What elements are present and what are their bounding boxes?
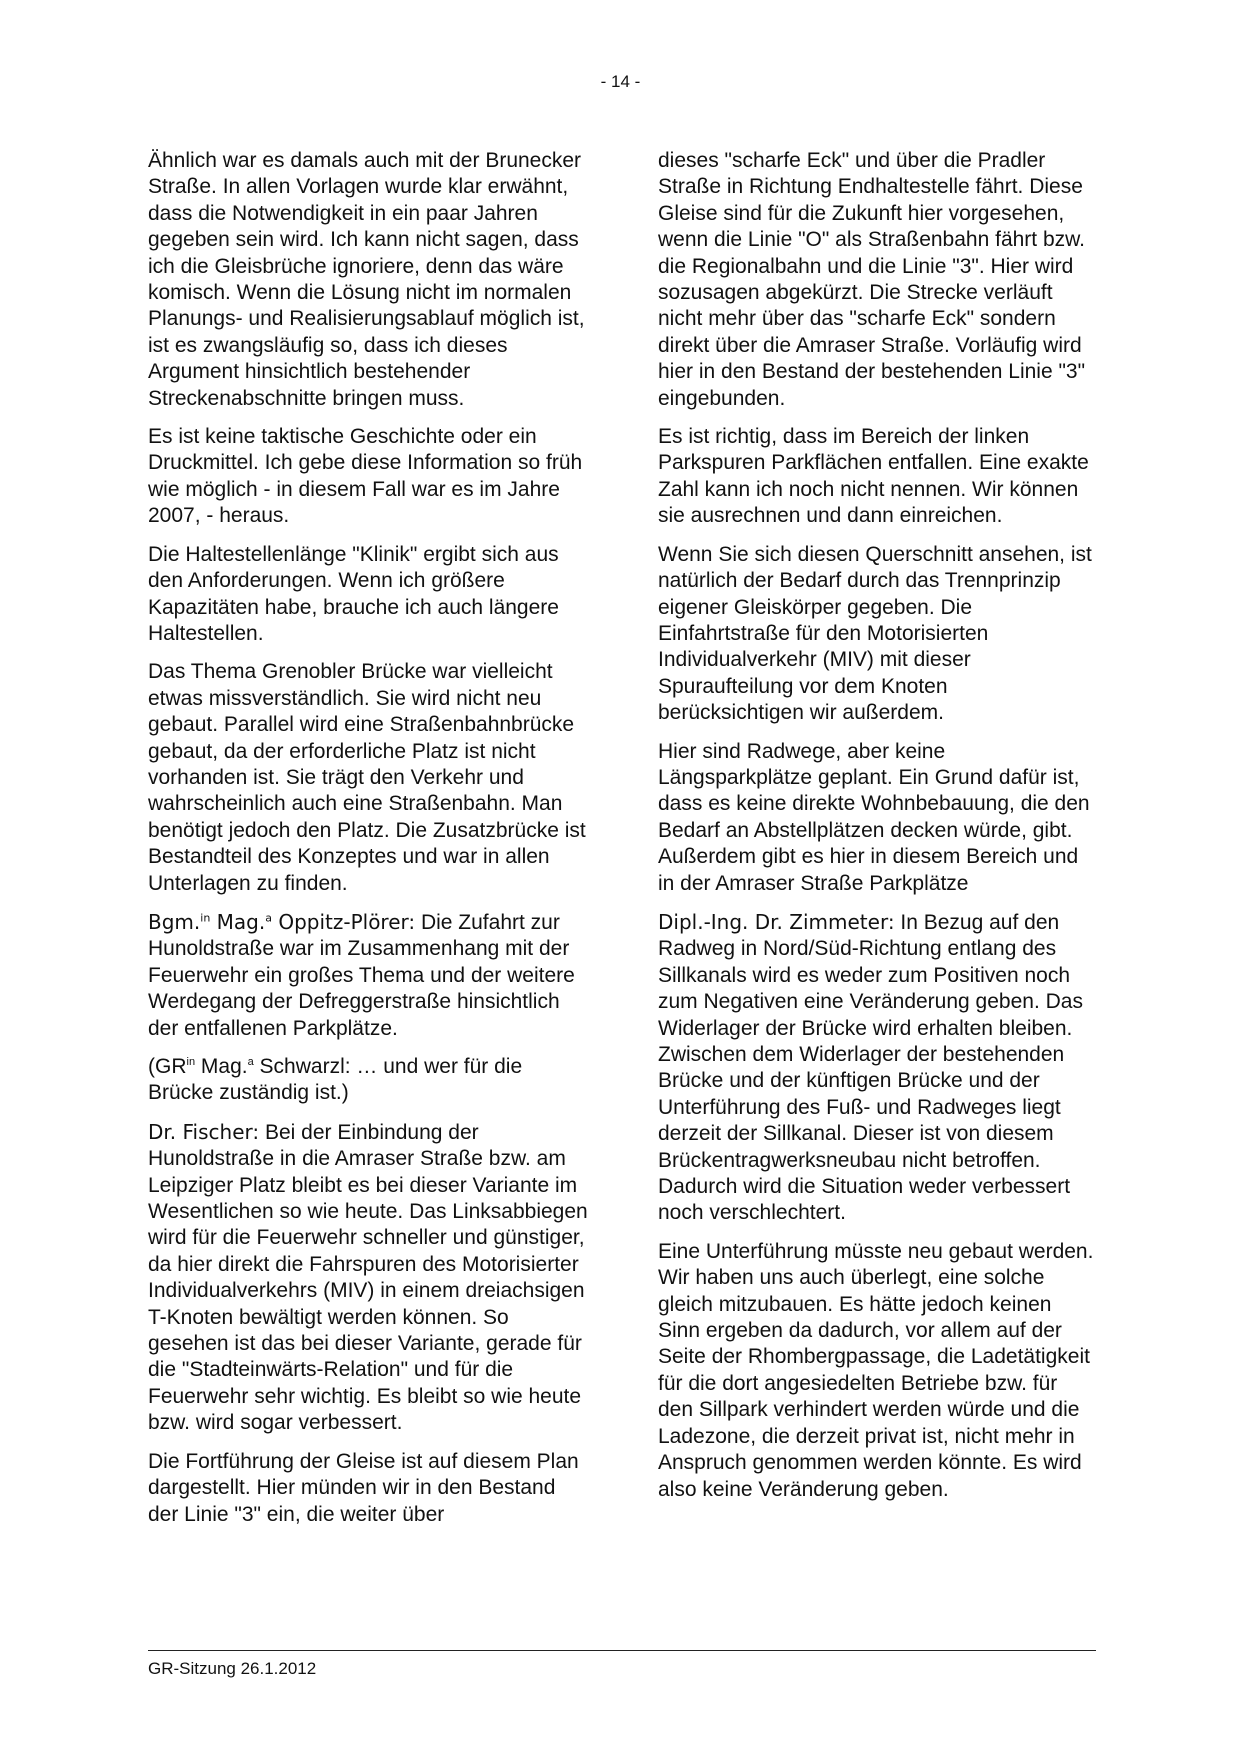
superscript: a xyxy=(265,911,272,925)
speaker-surname: Oppitz-Plörer: xyxy=(271,909,416,934)
left-column xyxy=(148,148,588,1540)
interjection-paragraph xyxy=(148,1054,588,1107)
paragraph: Es ist keine taktische Geschichte oder ein Druckmittel. Ich gebe diese Information so früh wie möglich - in diesem Fall war es im Jahre 2007, - heraus. xyxy=(148,425,583,528)
paragraph: Die Haltestellenlänge "Klinik" ergibt sich aus den Anforderungen. Wenn ich größere Kapazitäten habe, brauche ich auch längere Haltestellen. xyxy=(148,542,559,645)
superscript: a xyxy=(247,1056,254,1068)
speech-text: In Bezug auf den Radweg in Nord/Süd-Richtung entlang des Sillkanals wird es weder zum Positiven noch zum Negativen eine Veränderung geben. Das Widerlager der Brücke wird erhalten bleiben. Zwischen dem Widerlager der bestehenden Brücke und der künftigen Brücke und der Unterführung des Fuß- und Radweges liegt derzeit der Sillkanal. Dieser ist von diesem Brückentragwerksneubau nicht betroffen. Dadurch wird die Situation weder verbessert noch verschlechtert. xyxy=(658,910,1083,1225)
paragraph: Das Thema Grenobler Brücke war vielleicht etwas missverständlich. Sie wird nicht neu gebaut. Parallel wird eine Straßenbahnbrücke gebaut, da der erforderliche Platz ist nicht vorhanden ist. Sie trägt den Verkehr und wahrscheinlich auch eine Straßenbahn. Man benötigt jedoch den Platz. Die Zusatzbrücke ist Bestandteil des Konzeptes und war in allen Unterlagen zu finden. xyxy=(148,660,586,895)
speaker-name: Dr. Fischer: xyxy=(148,1119,260,1144)
speech-text: Die Zufahrt zur Hunoldstraße war im Zusammenhang mit der Feuerwehr ein großes Thema und der weitere Werdegang der Defreggerstraße hinsichtlich der entfallenen Parkplätze. xyxy=(148,910,575,1040)
speaker-name xyxy=(148,910,415,934)
page-number: - 14 - xyxy=(600,72,641,91)
speaker-title: Mag. xyxy=(210,909,266,934)
superscript: in xyxy=(200,911,211,925)
paragraph: Wenn Sie sich diesen Querschnitt ansehen, ist natürlich der Bedarf durch das Trennprinzip eigener Gleiskörper gegeben. Die Einfahrtstraße für den Motorisierten Individualverkehr (MIV) mit dieser Spuraufteilung vor dem Knoten berücksichtigen wir außerdem. xyxy=(658,542,1092,725)
speech-paragraph xyxy=(148,1119,588,1437)
footer-text: GR-Sitzung 26.1.2012 xyxy=(148,1659,317,1678)
footer-divider xyxy=(148,1650,1096,1651)
interjection-part: Mag. xyxy=(195,1055,248,1078)
paragraph: dieses "scharfe Eck" und über die Pradler Straße in Richtung Endhaltestelle fährt. Diese Gleise sind für die Zukunft hier vorgesehen, wenn die Linie "O" als Straßenbahn fährt bzw. die Regionalbahn und die Linie "3". Hier wird sozusagen abgekürzt. Die Strecke verläuft nicht mehr über das "scharfe Eck" sondern direkt über die Amraser Straße. Vorläufig wird hier in den Bestand der bestehenden Linie "3" eingebunden. xyxy=(658,149,1086,410)
paragraph: Eine Unterführung müsste neu gebaut werden. Wir haben uns auch überlegt, eine solche gleich mitzubauen. Es hätte jedoch keinen Sinn ergeben da dadurch, vor allem auf der Seite der Rhombergpassage, die Ladetätigkeit für die dort angesiedelten Betriebe bzw. für den Sillpark verhindert werden würde und die Ladezone, die derzeit privat ist, nicht mehr in Anspruch genommen werden könnte. Es wird also keine Veränderung geben. xyxy=(658,1239,1094,1501)
paragraph: Die Fortführung der Gleise ist auf diesem Plan dargestellt. Hier münden wir in den Bestand der Linie "3" ein, die weiter über xyxy=(148,1449,579,1526)
speech-paragraph xyxy=(658,909,1098,1227)
paragraph: Ähnlich war es damals auch mit der Brunecker Straße. In allen Vorlagen wurde klar erwähnt, dass die Notwendigkeit in ein paar Jahren gegeben sein wird. Ich kann nicht sagen, dass ich die Gleisbrüche ignoriere, denn das wäre komisch. Wenn die Lösung nicht im normalen Planungs- und Realisierungsablauf möglich ist, ist es zwangsläufig so, dass ich dieses Argument hinsichtlich bestehender Streckenabschnitte bringen muss. xyxy=(148,149,585,410)
speech-text: Bei der Einbindung der Hunoldstraße in die Amraser Straße bzw. am Leipziger Platz bleibt es bei dieser Variante im Wesentlichen so wie heute. Das Linksabbiegen wird für die Feuerwehr schneller und günstiger, da hier direkt die Fahrspuren des Motorisierter Individualverkehrs (MIV) in einem dreiachsigen T-Knoten bewältigt werden können. So gesehen ist das bei dieser Variante, gerade für die "Stadteinwärts-Relation" und für die Feuerwehr sehr wichtig. Es bleibt so wie heute bzw. wird sogar verbessert. xyxy=(148,1120,588,1435)
interjection-part: (GR xyxy=(148,1055,187,1078)
right-column xyxy=(658,148,1098,1515)
paragraph: Es ist richtig, dass im Bereich der linken Parkspuren Parkflächen entfallen. Eine exakte Zahl kann ich noch nicht nennen. Wir können sie ausrechnen und dann einreichen. xyxy=(658,425,1089,528)
interjection-part: Schwarzl: … und wer für die Brücke zuständig ist.) xyxy=(148,1055,523,1105)
speech-paragraph xyxy=(148,909,588,1042)
superscript: in xyxy=(186,1056,196,1068)
paragraph: Hier sind Radwege, aber keine Längsparkplätze geplant. Ein Grund dafür ist, dass es keine direkte Wohnbebauung, die den Bedarf an Abstellplätzen decken würde, gibt. Außerdem gibt es hier in diesem Bereich und in der Amraser Straße Parkplätze xyxy=(658,739,1090,895)
speaker-title: Bgm. xyxy=(148,909,201,934)
speaker-name: Dipl.-Ing. Dr. Zimmeter: xyxy=(658,909,895,934)
